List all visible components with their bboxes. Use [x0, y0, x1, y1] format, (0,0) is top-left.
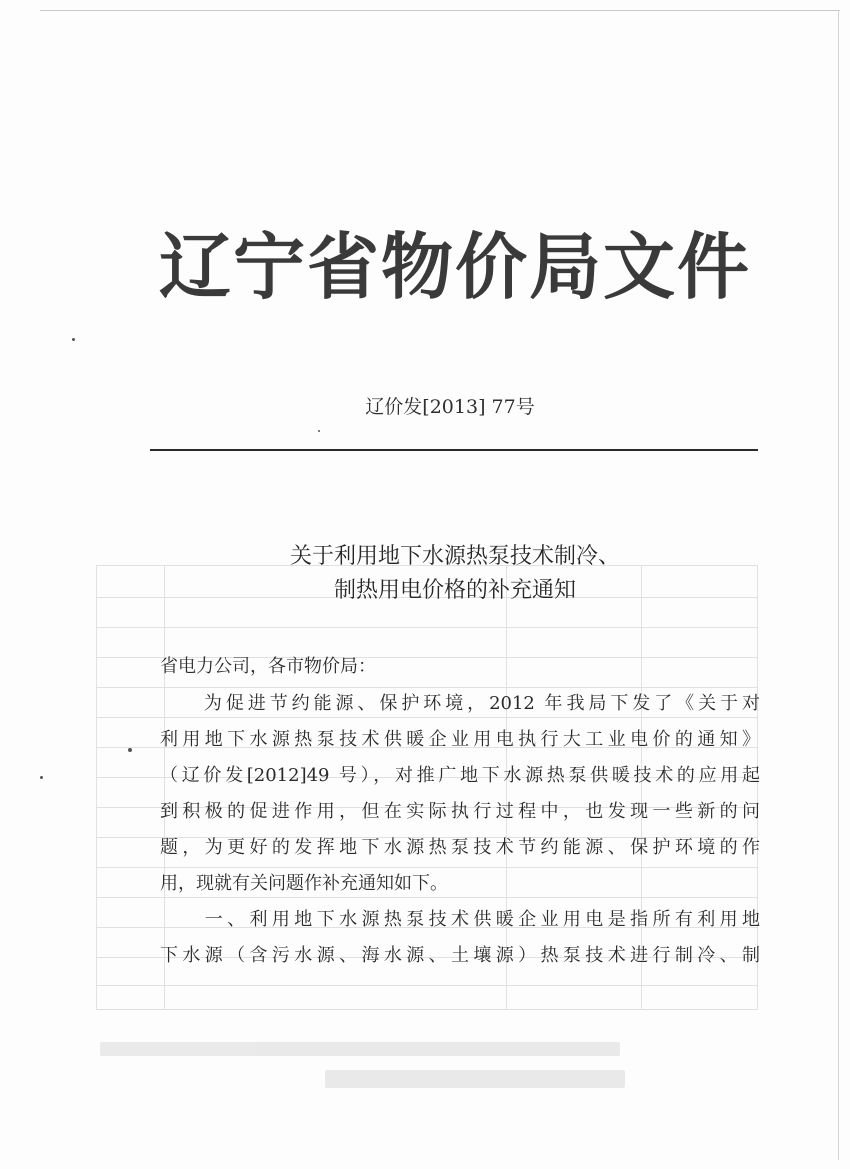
scan-speck	[72, 338, 75, 341]
document-number: 辽价发[2013] 77号	[365, 396, 535, 418]
body-line: 用，现就有关问题作补充通知如下。	[160, 873, 448, 894]
header-divider	[150, 449, 758, 451]
body-line: （辽价发[2012]49 号），对推广地下水源热泵供暖技术的应用起	[160, 765, 760, 786]
scan-edge-top	[40, 10, 840, 11]
scan-speck	[128, 748, 132, 752]
scan-edge-right	[838, 10, 839, 1160]
body-line: 下水源（含污水源、海水源、土壤源）热泵技术进行制冷、制	[160, 945, 760, 966]
body-line: 利用地下水源热泵技术供暖企业用电执行大工业电价的通知》	[160, 729, 760, 750]
bleed-through-footer	[100, 1040, 760, 1100]
title-line: 关于利用地下水源热泵技术制冷、	[289, 544, 620, 569]
paragraph-1	[160, 686, 760, 902]
scan-speck	[318, 430, 320, 432]
body-line: 为促进节约能源、保护环境，2012 年我局下发了《关于对	[160, 693, 760, 714]
body-line: 到积极的促进作用，但在实际执行过程中，也发现一些新的问	[160, 801, 760, 822]
scan-speck	[40, 776, 43, 779]
issuer-header: 辽宁省物价局文件	[158, 224, 751, 309]
body-line: 一、利用地下水源热泵技术供暖企业用电是指所有利用地	[160, 909, 760, 930]
notice-title	[150, 540, 760, 608]
addressee: 省电力公司，各市物价局：	[160, 656, 376, 677]
paragraph-2	[160, 902, 760, 974]
body-line: 题，为更好的发挥地下水源热泵技术节约能源、保护环境的作	[160, 837, 760, 858]
title-line: 制热用电价格的补充通知	[333, 578, 576, 603]
